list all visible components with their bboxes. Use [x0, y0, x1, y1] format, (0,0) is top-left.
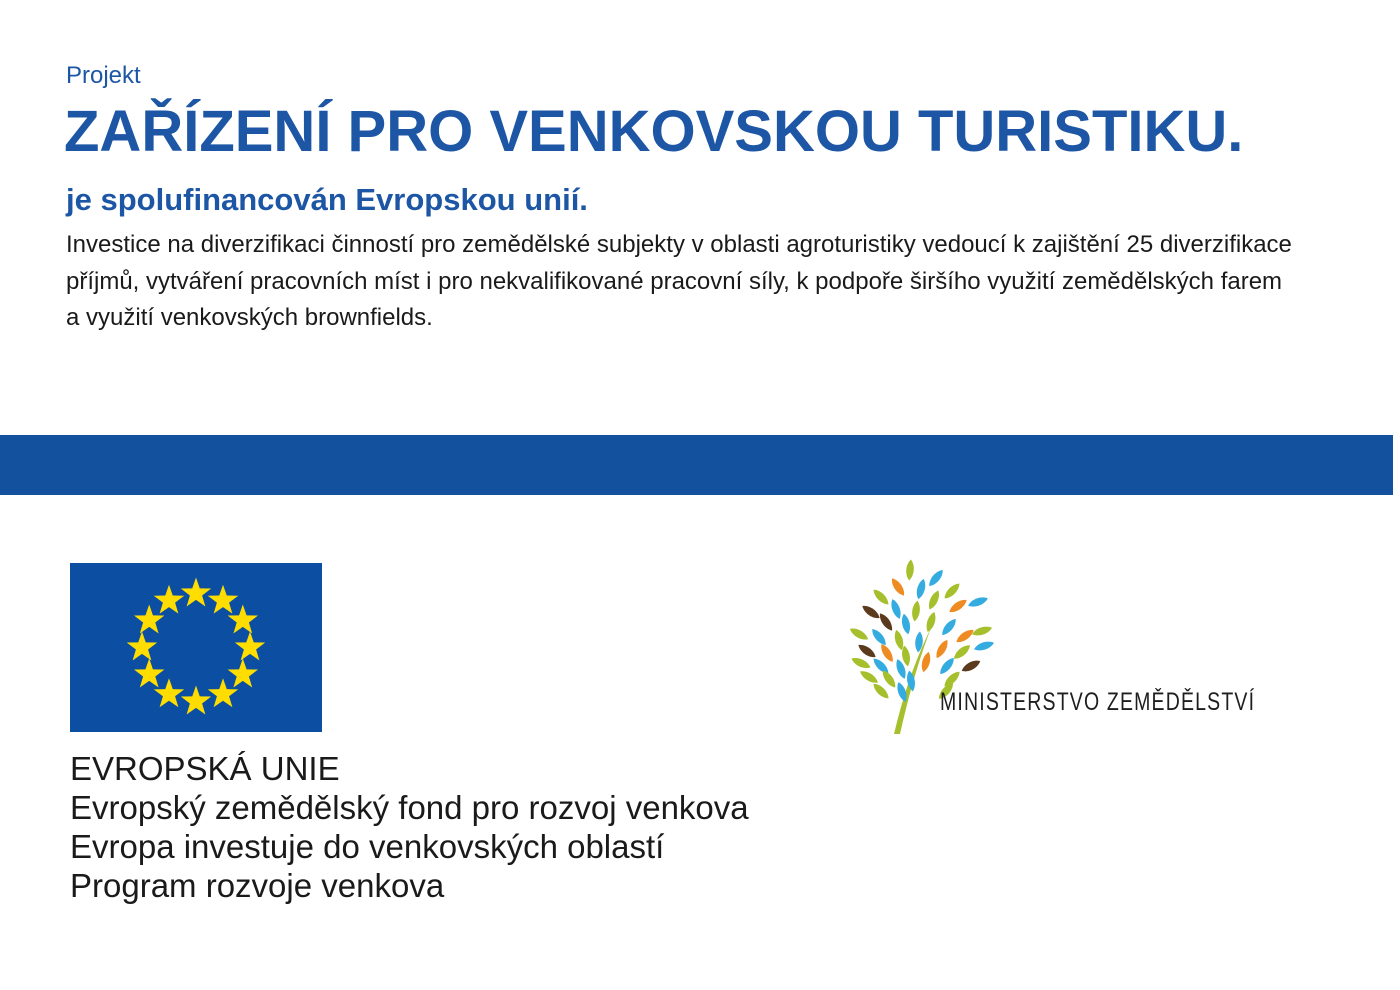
cofinancing-subtitle: je spolufinancován Evropskou unií. [66, 182, 588, 217]
description-line: Investice na diverzifikaci činností pro zemědělské subjekty v oblasti agroturistiky vedoucí k zajištění 25 diverzifikace [66, 231, 1292, 258]
project-title: ZAŘÍZENÍ PRO VENKOVSKOU TURISTIKU. [64, 99, 1244, 164]
eu-funding-line: EVROPSKÁ UNIE [70, 750, 340, 787]
eu-funding-line: Evropský zemědělský fond pro rozvoj venkova [70, 789, 749, 826]
eu-flag-icon [70, 563, 322, 732]
eu-funding-text [70, 749, 749, 905]
ministry-label: MINISTERSTVO ZEMĚDĚLSTVÍ [940, 688, 1256, 716]
project-description [66, 227, 1292, 337]
ministry-tree-icon [848, 556, 998, 746]
tree-leaves [848, 559, 995, 703]
project-kicker: Projekt [66, 62, 141, 89]
blue-divider-bar [0, 435, 1393, 495]
eu-funding-line: Evropa investuje do venkovských oblastí [70, 828, 665, 865]
eu-funding-line: Program rozvoje venkova [70, 867, 445, 904]
description-line: a využití venkovských brownfields. [66, 304, 433, 331]
description-line: příjmů, vytváření pracovních míst i pro nekvalifikované pracovní síly, k podpoře širšího využití zemědělských farem [66, 267, 1283, 295]
